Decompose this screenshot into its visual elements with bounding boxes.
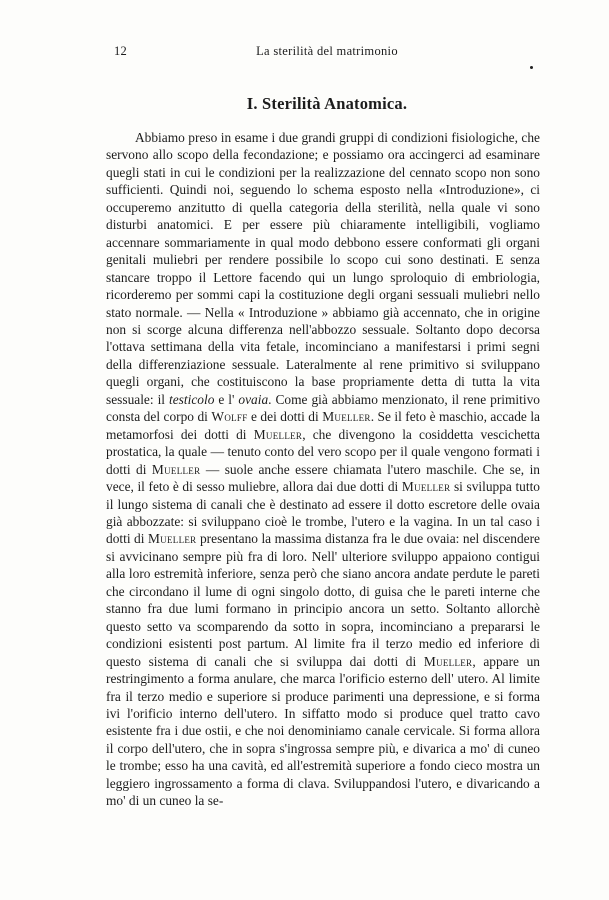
small-caps-name: Wolff bbox=[211, 409, 248, 425]
running-title: La sterilità del matrimonio bbox=[256, 44, 398, 58]
small-caps-name: Mueller bbox=[147, 531, 197, 547]
text-run: e l' bbox=[218, 391, 235, 407]
print-speck bbox=[530, 66, 533, 69]
small-caps-name: Mueller bbox=[423, 653, 473, 669]
italic-term-ovaia: ovaia bbox=[238, 391, 269, 407]
small-caps-name: Mueller bbox=[253, 426, 303, 442]
small-caps-name: Mueller bbox=[401, 479, 451, 495]
text-run: . Se il feto è maschio, accade la metamorfosi dei dotti di bbox=[106, 409, 540, 442]
text-run: — suole anche essere chiamata l'utero maschile. Che se, in vece, il feto è di sesso muliebre, allora dai due dotti di bbox=[106, 461, 540, 495]
text-run: , che divengono la cosiddetta vescichetta prostatica, la quale — tenuto conto del vero scopo per il quale vengono formati i dotti di bbox=[106, 426, 540, 477]
text-run: , appare un restringimento a forma anulare, che marca l'orificio esterno dell' utero. Al limite fra il terzo medio e superiore si produce parimenti una depressione, e si forma ivi l'orificio interno dell'utero. In siffatto modo si produce quel tratto cavo esistente fra i due ostii, e che noi denominiamo canale cervicale. Si forma allora il corpo dell'utero, che in sopra s'ingrossa sempre più, e divarica a mo' di cuneo le trombe; esso ha una cavità, ed all'estremità superiore a fondo cieco mostra un leggiero ingrossamento a forma di clava. Sviluppandosi l'utero, e divaricando a mo' di un cuneo la se- bbox=[106, 653, 540, 809]
text-run: si sviluppa tutto il lungo sistema di canali che è destinato ad essere il dotto escretore delle ovaia già abbozzate: si sviluppano cioè le trombe, l'utero e la vagina. In un tal caso i dotti di bbox=[106, 479, 540, 547]
text-run: e dei dotti di bbox=[251, 409, 319, 425]
section-heading: I. Sterilità Anatomica. bbox=[246, 94, 408, 113]
page-number: 12 bbox=[114, 44, 127, 58]
text-run: presentano la massima distanza fra le due ovaia: nel discendere si avvicinano sempre più fra di loro. Nell' ulteriore sviluppo appaiono contigui alla loro estremità inferiore, senza però che siano ancora andate perdute le pareti che circondano il lume di ogni singolo dotto, di guisa che le pareti interne che stanno fra due lumi formano in principio ancora un setto. Soltanto allorchè questo setto va scomparendo da sotto in sopra, incominciano a prepararsi le condizioni esistenti post partum. Al limite fra il terzo medio ed inferiore di questo sistema di canali che si sviluppa dai dotti di bbox=[106, 531, 540, 669]
body-paragraph bbox=[106, 129, 540, 810]
small-caps-name: Mueller bbox=[322, 409, 371, 425]
text-run: . Come già abbiamo menzionato, il rene primitivo consta del corpo di bbox=[106, 391, 540, 425]
text-run: Abbiamo preso in esame i due grandi gruppi di condizioni fisiologiche, che servono allo scopo della fecondazione; e possiamo ora accingerci ad esaminare quegli stati in cui le condizioni per la realizzazione del cennato scopo non sono sufficienti. Quindi noi, seguendo lo schema esposto nella «Introduzione», ci occuperemo anzitutto di quella categoria della sterilità, nella quale vi sono disturbi anatomici. E per essere più chiaramente intelligibili, vogliamo accennare sommariamente in qual modo debbono essere conformati gli organi genitali muliebri per rendere possibile lo scopo cui sono destinati. E senza stancare troppo il Lettore facendo qui un lungo sproloquio di embriologia, ricorderemo per sommi capi la costituzione degli organi sessuali muliebri nello stato normale. — Nella « Introduzione » abbiamo già accennato, che in origine non si scorge alcuna differenza nell'abbozzo sessuale. Soltanto dopo decorsa l'ottava settimana della vita fetale, incominciano a manifestarsi i primi segni della differenziazione sessuale. Lateralmente al rene primitivo si sviluppano quegli organi, che costituiscono la base propriamente detta di tutta la vita sessuale: il bbox=[106, 130, 540, 407]
italic-term-testicolo: testicolo bbox=[169, 391, 215, 407]
page-header bbox=[114, 44, 540, 62]
small-caps-name: Mueller bbox=[151, 461, 201, 477]
